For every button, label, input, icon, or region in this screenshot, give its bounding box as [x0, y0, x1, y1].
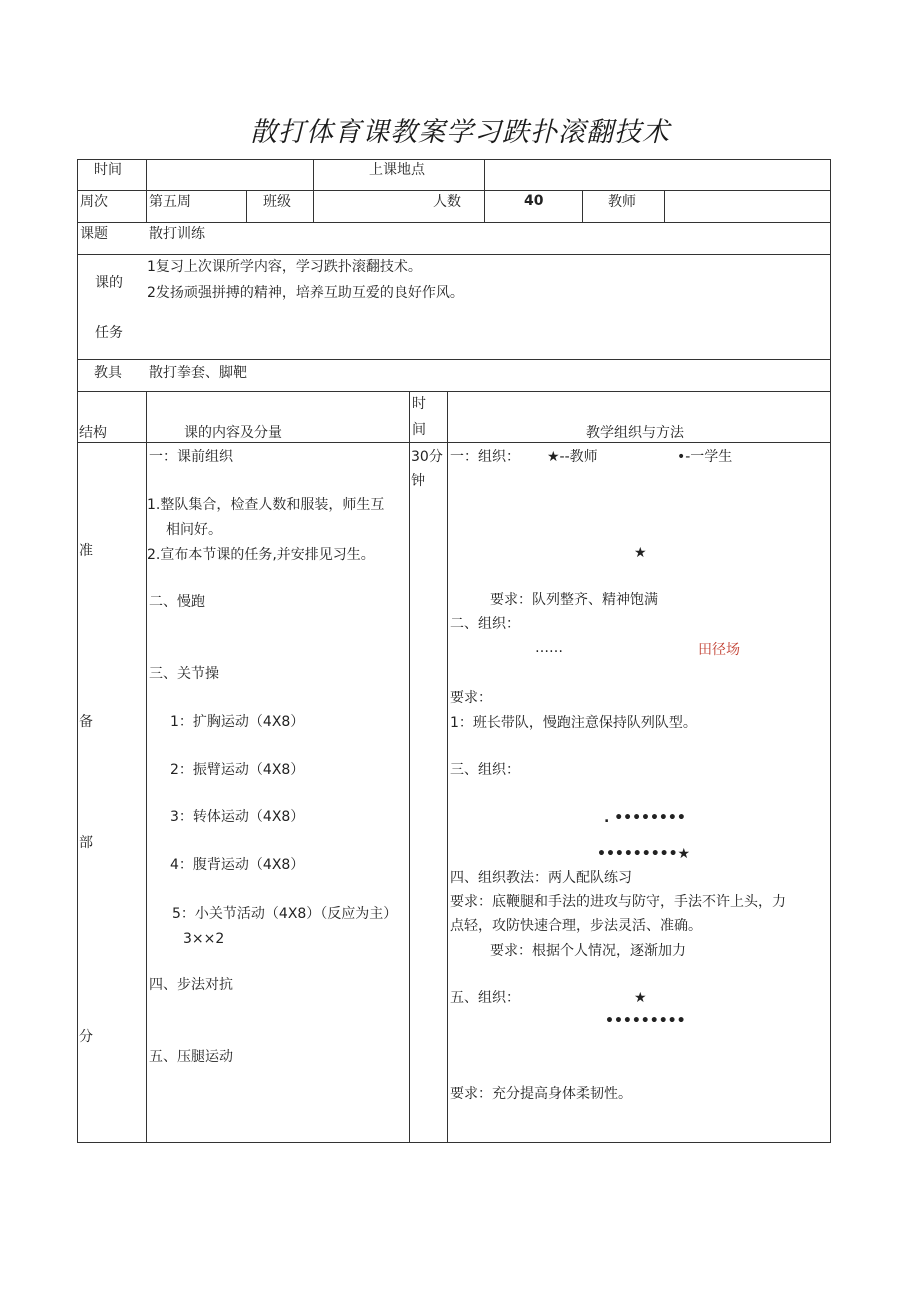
task-label-2: 任务: [95, 325, 123, 341]
location-label: 上课地点: [369, 162, 425, 178]
duration-1: 30分: [411, 449, 443, 465]
content-line: 2：振臂运动（4X8）: [170, 762, 305, 778]
method-header: 教学组织与方法: [586, 425, 684, 441]
content-line: 三、关节操: [149, 666, 219, 682]
method-line: 五、组织：: [450, 990, 520, 1006]
content-line: 1：扩胸运动（4X8）: [170, 714, 305, 730]
field-label: 田径场: [698, 642, 740, 658]
section-char-4: 分: [79, 1029, 93, 1045]
duration-2: 钟: [411, 473, 425, 489]
section-char-3: 部: [79, 835, 93, 851]
count-value: 40: [524, 193, 544, 209]
method-line: 要求：队列整齐、精神饱满: [490, 592, 658, 608]
structure-header: 结构: [79, 425, 107, 441]
method-line: 要求：充分提高身体柔韧性。: [450, 1086, 632, 1102]
equipment-label: 教具: [94, 365, 122, 381]
week-label: 周次: [80, 194, 108, 210]
method-line: 二、组织：: [450, 616, 520, 632]
method-line: 要求：根据个人情况，逐渐加力: [490, 943, 686, 959]
content-line: 2.宣布本节课的任务,并安排见习生。: [147, 547, 375, 563]
count-label: 人数: [433, 194, 461, 210]
section-char-2: 备: [79, 714, 93, 730]
teacher-label: 教师: [608, 194, 636, 210]
page-title: 散打体育课教案学习跌扑滚翻技术: [250, 117, 670, 148]
class-label: 班级: [263, 194, 291, 210]
task-label-1: 课的: [95, 275, 123, 291]
content-line: 一：课前组织: [149, 449, 233, 465]
content-line: 1.整队集合，检查人数和服装，师生互: [147, 497, 385, 513]
content-line: 二、慢跑: [149, 594, 205, 610]
section-char-1: 准: [79, 543, 93, 559]
content-line: 四、步法对抗: [149, 977, 233, 993]
method-line: 三、组织：: [450, 762, 520, 778]
time-label: 时间: [94, 162, 122, 178]
content-line: 五、压腿运动: [149, 1049, 233, 1065]
content-line: 3：转体运动（4X8）: [170, 809, 305, 825]
content-header: 课的内容及分量: [184, 425, 282, 441]
formation-dots: •••••••••★: [597, 846, 691, 862]
task-item-2: 2发扬顽强拼搏的精神，培养互助互爱的良好作风。: [147, 285, 464, 301]
method-line: 要求：: [450, 690, 492, 706]
method-line: 四、组织教法：两人配队练习: [450, 870, 632, 886]
method-line: 一：组织：: [450, 449, 520, 465]
content-line: 5：小关节活动（4X8）（反应为主）: [172, 906, 398, 922]
teacher-star-icon: ★: [634, 545, 647, 561]
content-line: 4：腹背运动（4X8）: [170, 857, 305, 873]
time-header-2: 间: [412, 422, 426, 438]
time-header-1: 时: [412, 396, 426, 412]
week-value: 第五周: [149, 194, 191, 210]
topic-value: 散打训练: [149, 226, 205, 242]
student-dots: ……: [535, 640, 563, 656]
formation-dots: . ••••••••: [604, 810, 686, 826]
teacher-star-icon: ★: [634, 990, 647, 1006]
student-legend: •-一学生: [677, 449, 733, 465]
formation-dots: •••••••••: [605, 1013, 686, 1029]
method-line: 点轻，攻防快速合理，步法灵活、准确。: [450, 918, 702, 934]
method-line: 1：班长带队，慢跑注意保持队列队型。: [450, 715, 697, 731]
content-line: 相问好。: [166, 522, 222, 538]
task-item-1: 1复习上次课所学内容，学习跌扑滚翻技术。: [147, 259, 422, 275]
topic-label: 课题: [80, 226, 108, 242]
teacher-legend: ★--教师: [547, 449, 598, 465]
equipment-value: 散打拳套、脚靶: [149, 365, 247, 381]
method-line: 要求：底鞭腿和手法的进攻与防守，手法不许上头，力: [450, 894, 786, 910]
content-line: 3××2: [183, 931, 225, 947]
